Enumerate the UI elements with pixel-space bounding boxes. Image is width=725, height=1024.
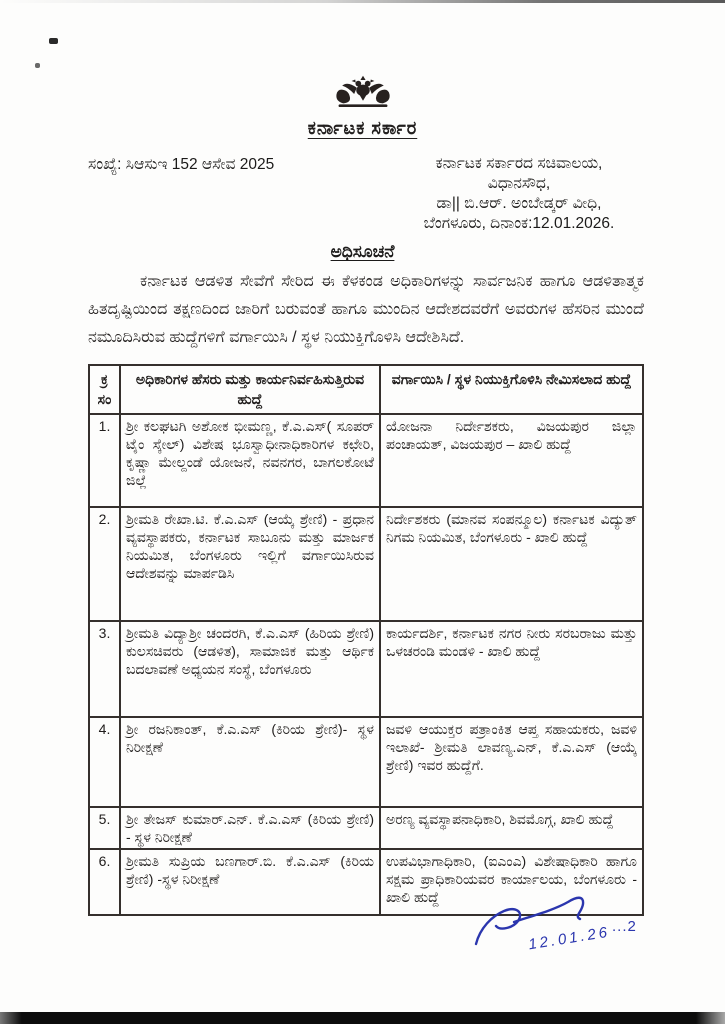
table-row <box>89 507 643 621</box>
reference-number: ಸಂಖ್ಯೆ: ಸಿಆಸುಇ 152 ಆಸೇವ 2025 <box>88 156 275 173</box>
table-row <box>89 717 643 807</box>
row-number: 3. <box>89 621 120 717</box>
table-row <box>89 621 643 717</box>
officer-cell: ಶ್ರೀ ರಜನಿಕಾಂತ್, ಕೆ.ಎ.ಎಸ್ (ಕಿರಿಯ ಶ್ರೇಣಿ)- ಸ್ಥಳ ನಿರೀಕ್ಷಣೆ <box>120 717 380 807</box>
emblem-container <box>0 70 725 123</box>
scan-edge-bottom <box>0 1012 725 1024</box>
table-row <box>89 414 643 507</box>
karnataka-state-emblem-icon <box>324 70 402 118</box>
row-number: 1. <box>89 414 120 507</box>
header-sl-no: ಕ್ರ ಸಂ <box>89 365 120 414</box>
officer-cell: ಶ್ರೀಮತಿ ವಿದ್ಯಾಶ್ರೀ ಚಂದರಗಿ, ಕೆ.ಎ.ಎಸ್ (ಹಿರಿಯ ಶ್ರೇಣಿ) ಕುಲಸಚಿವರು (ಆಡಳಿತ), ಸಾಮಾಜಿಕ ಮತ್ತು ಆರ್ಥಿಕ ಬದಲಾವಣೆ ಅಧ್ಯಯನ ಸಂಸ್ಥೆ, ಬೆಂಗಳೂರು <box>120 621 380 717</box>
table-header-row <box>89 365 643 414</box>
row-number: 2. <box>89 507 120 621</box>
notification-body: ಕರ್ನಾಟಕ ಆಡಳಿತ ಸೇವೆಗೆ ಸೇರಿದ ಈ ಕೆಳಕಂಡ ಅಧಿಕಾರಿಗಳನ್ನು ಸಾರ್ವಜನಿಕ ಹಾಗೂ ಆಡಳಿತಾತ್ಮಕ ಹಿತದೃಷ್ಟಿಯಿಂದ ತಕ್ಷಣದಿಂದ ಜಾರಿಗೆ ಬರುವಂತೆ ಹಾಗೂ ಮುಂದಿನ ಆದೇಶದವರೆಗೆ ಅವರುಗಳ ಹೆಸರಿನ ಮುಂದೆ ನಮೂದಿಸಿರುವ ಹುದ್ದೆಗಳಿಗೆ ವರ್ಗಾಯಿಸಿ / ಸ್ಥಳ ನಿಯುಕ್ತಿಗೊಳಿಸಿ ಆದೇಶಿಸಿದೆ. <box>88 273 644 346</box>
row-number: 4. <box>89 717 120 807</box>
address-line: ಕರ್ನಾಟಕ ಸರ್ಕಾರದ ಸಚಿವಾಲಯ, <box>435 155 603 172</box>
officer-cell: ಶ್ರೀಮತಿ ರೇಖಾ.ಟಿ. ಕೆ.ಎ.ಎಸ್ (ಆಯ್ಕೆ ಶ್ರೇಣಿ) - ಪ್ರಧಾನ ವ್ಯವಸ್ಥಾಪಕರು, ಕರ್ನಾಟಕ ಸಾಬೂನು ಮತ್ತು ಮಾರ್ಜಕ ನಿಯಮಿತ, ಬೆಂಗಳೂರು ಇಲ್ಲಿಗೆ ವರ್ಗಾಯಿಸಿರುವ ಆದೇಶವನ್ನು ಮಾರ್ಪಡಿಸಿ <box>120 507 380 621</box>
posted-cell: ಅರಣ್ಯ ವ್ಯವಸ್ಥಾಪನಾಧಿಕಾರಿ, ಶಿವಮೊಗ್ಗ, ಖಾಲಿ ಹುದ್ದೆ <box>380 807 643 849</box>
notification-title: ಅಧಿಸೂಚನೆ <box>330 242 395 261</box>
page-continuation-marker: ...2 <box>612 918 637 935</box>
transfer-order-table <box>88 364 644 916</box>
address-line-date: ಬೆಂಗಳೂರು, ದಿನಾಂಕ:12.01.2026. <box>423 215 615 233</box>
address-line: ವಿಧಾನಸೌಧ, <box>487 175 551 193</box>
posted-cell: ಕಾರ್ಯದರ್ಶಿ, ಕರ್ನಾಟಕ ನಗರ ನೀರು ಸರಬರಾಜು ಮತ್ತು ಒಳಚರಂಡಿ ಮಂಡಳಿ - ಖಾಲಿ ಹುದ್ದೆ <box>380 621 643 717</box>
row-number: 6. <box>89 849 120 915</box>
header-officer: ಅಧಿಕಾರಿಗಳ ಹೆಸರು ಮತ್ತು ಕಾರ್ಯನಿರ್ವಹಿಸುತ್ತಿರುವ ಹುದ್ದೆ <box>120 365 380 414</box>
posted-cell: ನಿರ್ದೇಶಕರು (ಮಾನವ ಸಂಪನ್ಮೂಲ) ಕರ್ನಾಟಕ ವಿದ್ಯುತ್ ನಿಗಮ ನಿಯಮಿತ, ಬೆಂಗಳೂರು - ಖಾಲಿ ಹುದ್ದೆ <box>380 507 643 621</box>
posted-cell: ಉಪವಿಭಾಗಾಧಿಕಾರಿ, (ಐಎಂಎ) ವಿಶೇಷಾಧಿಕಾರಿ ಹಾಗೂ ಸಕ್ಷಮ ಪ್ರಾಧಿಕಾರಿಯವರ ಕಾರ್ಯಾಲಯ, ಬೆಂಗಳೂರು - ಖಾಲಿ ಹುದ್ದೆ <box>380 849 643 915</box>
table-row <box>89 807 643 849</box>
posted-cell: ಯೋಜನಾ ನಿರ್ದೇಶಕರು, ವಿಜಯಪುರ ಜಿಲ್ಲಾ ಪಂಚಾಯತ್, ವಿಜಯಪುರ – ಖಾಲಿ ಹುದ್ದೆ <box>380 414 643 507</box>
ink-speck <box>49 38 58 44</box>
secretariat-address <box>393 154 645 235</box>
ink-speck <box>35 63 40 68</box>
government-title: ಕರ್ನಾಟಕ ಸರ್ಕಾರ <box>307 118 418 138</box>
signature-date: 12.01.26 <box>527 923 612 954</box>
address-line: ಡಾ|| ಬಿ.ಆರ್. ಅಂಬೇಡ್ಕರ್ ವೀಧಿ, <box>436 195 602 213</box>
posted-cell: ಜವಳಿ ಆಯುಕ್ತರ ಪತ್ರಾಂಕಿತ ಆಪ್ತ ಸಹಾಯಕರು, ಜವಳಿ ಇಲಾಖೆ- ಶ್ರೀಮತಿ ಲಾವಣ್ಯ.ಎನ್, ಕೆ.ಎ.ಎಸ್ (ಆಯ್ಕೆ ಶ್ರೇಣಿ) ಇವರ ಹುದ್ದೆಗೆ. <box>380 717 643 807</box>
officer-cell: ಶ್ರೀ ತೇಜಸ್ ಕುಮಾರ್.ಎನ್. ಕೆ.ಎ.ಎಸ್ (ಕಿರಿಯ ಶ್ರೇಣಿ) - ಸ್ಥಳ ನಿರೀಕ್ಷಣೆ <box>120 807 380 849</box>
scan-edge-top <box>0 0 725 3</box>
header-posted: ವರ್ಗಾಯಿಸಿ / ಸ್ಥಳ ನಿಯುಕ್ತಿಗೊಳಿಸಿ ನೇಮಿಸಲಾದ ಹುದ್ದೆ <box>380 365 643 414</box>
officer-cell: ಶ್ರೀಮತಿ ಸುಪ್ರಿಯ ಬಣಗಾರ್.ಬಿ. ಕೆ.ಎ.ಎಸ್ (ಕಿರಿಯ ಶ್ರೇಣಿ) -ಸ್ಥಳ ನಿರೀಕ್ಷಣೆ <box>120 849 380 915</box>
signature-block <box>460 890 670 975</box>
row-number: 5. <box>89 807 120 849</box>
officer-cell: ಶ್ರೀ ಕಲಘಟಗಿ ಅಶೋಕ ಭೀಮಣ್ಣ, ಕೆ.ಎ.ಎಸ್( ಸೂಪರ್ ಟೈಂ ಸ್ಕೇಲ್) ವಿಶೇಷ ಭೂಸ್ವಾಧೀನಾಧಿಕಾರಿಗಳ ಕಛೇರಿ, ಕೃಷ್ಣಾ ಮೇಲ್ದಂಡೆ ಯೋಜನೆ, ನವನಗರ, ಬಾಗಲಕೋಟೆ ಜಿಲ್ಲೆ <box>120 414 380 507</box>
